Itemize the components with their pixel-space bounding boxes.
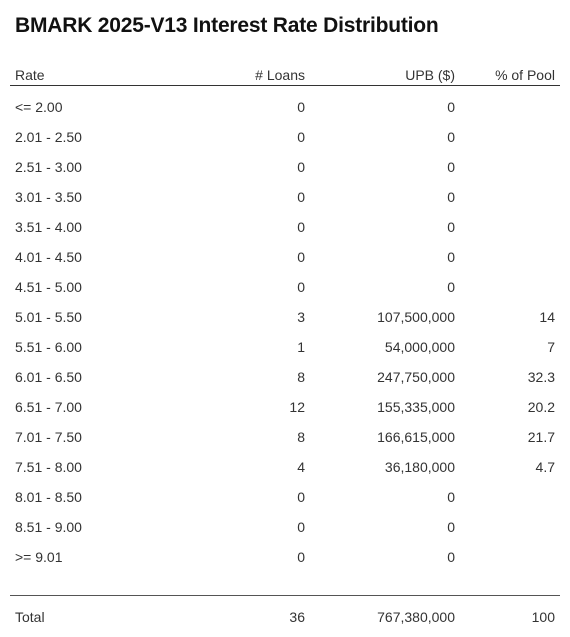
cell-rate: 2.51 - 3.00 [15,159,82,175]
cell-rate: <= 2.00 [15,99,63,115]
cell-pool: 4.7 [535,459,555,475]
table-row [10,332,560,362]
cell-rate: 8.01 - 8.50 [15,489,82,505]
page-title: BMARK 2025-V13 Interest Rate Distribution [15,14,439,37]
cell-rate: 6.01 - 6.50 [15,369,82,385]
table-row [10,92,560,122]
cell-upb: 0 [447,219,455,235]
cell-upb: 0 [447,249,455,265]
cell-loans: 8 [297,369,305,385]
table-row [10,302,560,332]
cell-pool: 14 [539,309,555,325]
cell-loans: 0 [297,99,305,115]
total-upb: 767,380,000 [377,609,455,625]
table-row [10,242,560,272]
table-row [10,542,560,572]
cell-loans: 0 [297,189,305,205]
header-pool: % of Pool [495,67,555,83]
cell-upb: 0 [447,129,455,145]
cell-upb: 0 [447,159,455,175]
cell-upb: 247,750,000 [377,369,455,385]
cell-rate: 4.51 - 5.00 [15,279,82,295]
header-loans: # Loans [255,67,305,83]
cell-loans: 1 [297,339,305,355]
table-row [10,482,560,512]
cell-loans: 12 [289,399,305,415]
cell-loans: 3 [297,309,305,325]
total-loans: 36 [289,609,305,625]
cell-loans: 0 [297,279,305,295]
header-upb: UPB ($) [405,67,455,83]
table-row [10,212,560,242]
cell-upb: 0 [447,549,455,565]
total-row [10,602,560,632]
table-row [10,362,560,392]
cell-rate: >= 9.01 [15,549,63,565]
cell-loans: 0 [297,159,305,175]
cell-loans: 8 [297,429,305,445]
cell-upb: 0 [447,519,455,535]
cell-pool: 32.3 [527,369,555,385]
table-row [10,152,560,182]
cell-loans: 0 [297,219,305,235]
table-row [10,122,560,152]
cell-upb: 107,500,000 [377,309,455,325]
total-pool: 100 [531,609,555,625]
cell-rate: 4.01 - 4.50 [15,249,82,265]
cell-loans: 0 [297,549,305,565]
cell-loans: 0 [297,249,305,265]
cell-rate: 2.01 - 2.50 [15,129,82,145]
cell-rate: 8.51 - 9.00 [15,519,82,535]
header-rate: Rate [15,67,45,83]
cell-pool: 20.2 [527,399,555,415]
table-row-total [10,602,560,632]
table-header [10,64,560,86]
table-row [10,392,560,422]
cell-upb: 0 [447,489,455,505]
cell-upb: 155,335,000 [377,399,455,415]
cell-loans: 0 [297,129,305,145]
cell-rate: 5.51 - 6.00 [15,339,82,355]
cell-upb: 166,615,000 [377,429,455,445]
cell-pool: 21.7 [527,429,555,445]
cell-loans: 0 [297,519,305,535]
cell-loans: 4 [297,459,305,475]
cell-rate: 5.01 - 5.50 [15,309,82,325]
cell-upb: 0 [447,99,455,115]
cell-upb: 36,180,000 [384,459,455,475]
table-row [10,512,560,542]
cell-upb: 54,000,000 [384,339,455,355]
rate-distribution-table [10,64,560,572]
cell-pool: 7 [547,339,555,355]
cell-rate: 3.01 - 3.50 [15,189,82,205]
cell-rate: 7.01 - 7.50 [15,429,82,445]
table-row [10,182,560,212]
cell-upb: 0 [447,279,455,295]
table-body [10,86,560,572]
cell-rate: 7.51 - 8.00 [15,459,82,475]
total-divider [10,595,560,596]
table-row [10,272,560,302]
cell-rate: 3.51 - 4.00 [15,219,82,235]
cell-loans: 0 [297,489,305,505]
table-row [10,452,560,482]
cell-upb: 0 [447,189,455,205]
cell-rate: 6.51 - 7.00 [15,399,82,415]
total-label: Total [15,609,45,625]
table-row [10,422,560,452]
